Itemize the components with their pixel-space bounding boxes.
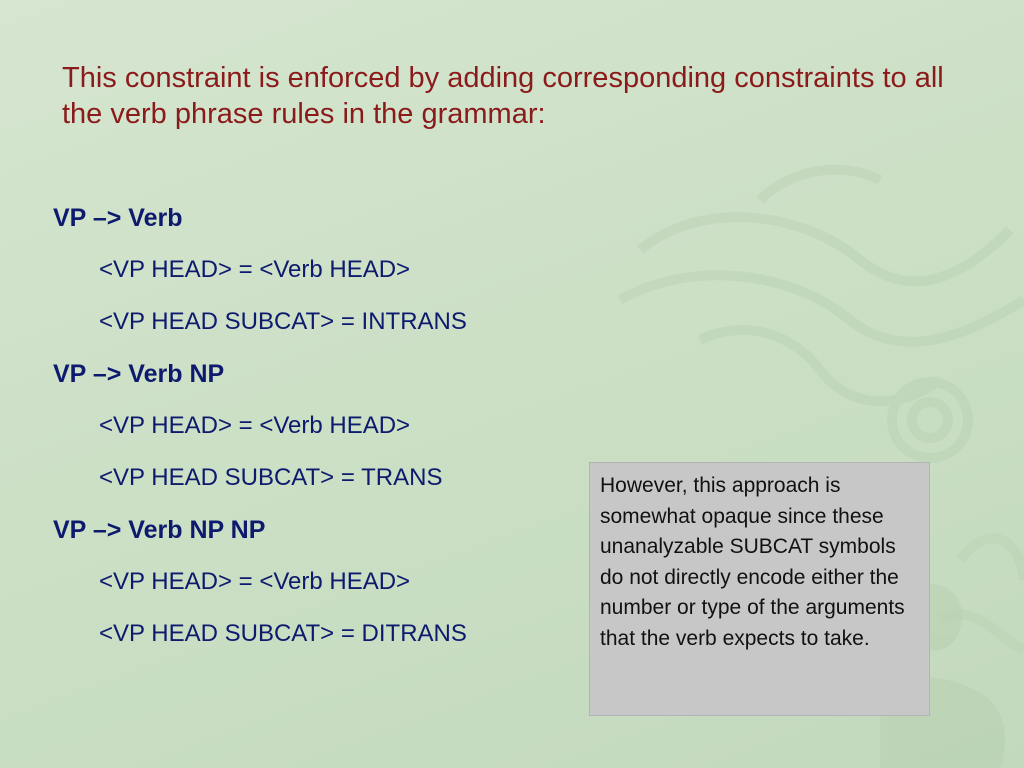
rule-constraint: <VP HEAD> = <Verb HEAD> bbox=[99, 412, 411, 439]
grammar-rules bbox=[53, 192, 613, 660]
rule-head: VP –> Verb bbox=[53, 204, 183, 232]
rule-constraint: <VP HEAD SUBCAT> = INTRANS bbox=[99, 308, 467, 335]
rule-vp-verb-np bbox=[53, 348, 613, 504]
rule-constraint: <VP HEAD SUBCAT> = DITRANS bbox=[99, 620, 467, 647]
rule-constraint: <VP HEAD SUBCAT> = TRANS bbox=[99, 464, 443, 491]
rule-head: VP –> Verb NP NP bbox=[53, 516, 266, 544]
rule-constraint: <VP HEAD> = <Verb HEAD> bbox=[99, 568, 411, 595]
rule-constraint: <VP HEAD> = <Verb HEAD> bbox=[99, 256, 411, 283]
note-box: However, this approach is somewhat opaque since these unanalyzable SUBCAT symbols do not directly encode either the number or type of the arguments that the verb expects to take. bbox=[589, 462, 930, 716]
rule-vp-verb-np-np bbox=[53, 504, 613, 660]
slide-title: This constraint is enforced by adding corresponding constraints to all the verb phrase rules in the grammar: bbox=[62, 62, 944, 130]
rule-vp-verb bbox=[53, 192, 613, 348]
rule-head: VP –> Verb NP bbox=[53, 360, 225, 388]
